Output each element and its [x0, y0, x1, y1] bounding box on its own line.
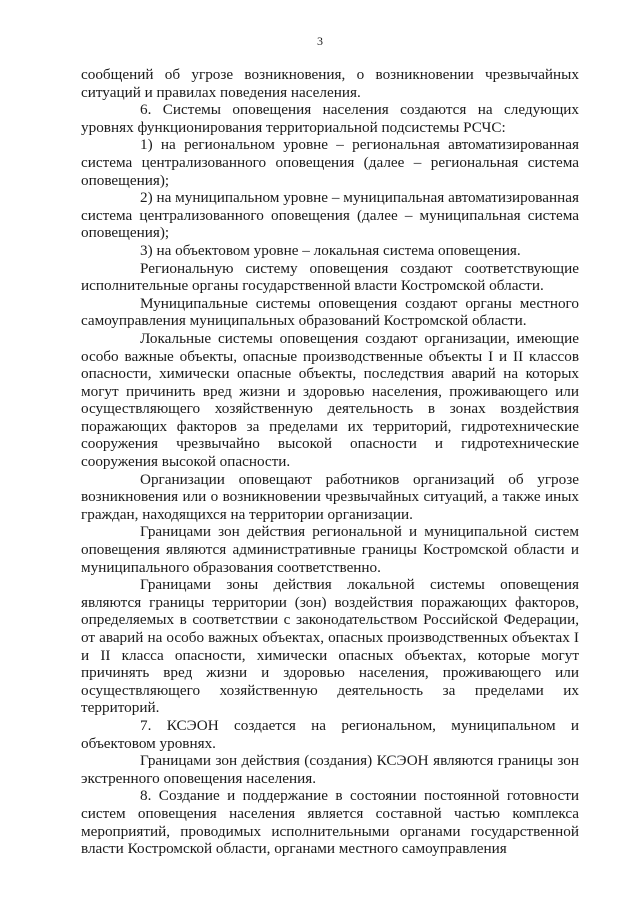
paragraph: 8. Создание и поддержание в состоянии постоянной готовности систем оповещения населения является составной частью комплекса мероприятий, проводимых исполнительными органами государственной власти Костромской области, органами местного самоуправления — [81, 787, 579, 858]
paragraph: сообщений об угрозе возникновения, о возникновении чрезвычайных ситуаций и правилах поведения населения. — [81, 66, 579, 101]
paragraph: 7. КСЭОН создается на региональном, муниципальном и объектовом уровнях. — [81, 716, 579, 752]
paragraph: Локальные системы оповещения создают организации, имеющие особо важные объекты, опасные производственные объекты I и II классов опасности, химически опасные объекты, последствия аварий на которых могут причинить вред жизни и здоровью населения, проживающего или осуществляющего хозяйственную деятельность в зонах воздействия поражающих факторов за пределами их территорий, гидротехнические сооружения чрезвычайно высокой опасности и гидротехнические сооружения высокой опасности. — [81, 329, 579, 471]
paragraph: 6. Системы оповещения населения создаются на следующих уровнях функционирования территориальной подсистемы РСЧС: — [81, 101, 579, 136]
paragraph: Муниципальные системы оповещения создают органы местного самоуправления муниципальных образований Костромской области. — [81, 294, 579, 330]
page-number: 3 — [317, 34, 323, 48]
paragraph: Границами зоны действия локальной системы оповещения являются границы территории (зон) воздействия поражающих факторов, определяемых в соответствии с законодательством Российской Федерации, от аварий на особо важных объектах, опасных производственных объектах I и II класса опасности, химически опасных объектах, которые могут причинять вред жизни и здоровью населения, проживающего или осуществляющего хозяйственную деятельность за пределами их территорий. — [81, 576, 579, 717]
paragraph: 3) на объектовом уровне – локальная система оповещения. — [140, 241, 521, 259]
paragraph: Границами зон действия региональной и муниципальной систем оповещения являются административные границы Костромской области и муниципального образования соответственно. — [81, 523, 579, 576]
paragraph: Границами зон действия (создания) КСЭОН являются границы зон экстренного оповещения населения. — [81, 752, 579, 787]
paragraph: Организации оповещают работников организаций об угрозе возникновения или о возникновении чрезвычайных ситуаций, а также иных граждан, находящихся на территории организации. — [81, 470, 579, 523]
paragraph: Региональную систему оповещения создают соответствующие исполнительные органы государственной власти Костромской области. — [81, 259, 579, 295]
paragraph: 2) на муниципальном уровне – муниципальная автоматизированная система централизованного оповещения (далее – муниципальная система оповещения); — [81, 189, 579, 242]
paragraph: 1) на региональном уровне – региональная автоматизированная система централизованного оповещения (далее – региональная система оповещения); — [81, 136, 579, 189]
document-body — [81, 66, 579, 858]
